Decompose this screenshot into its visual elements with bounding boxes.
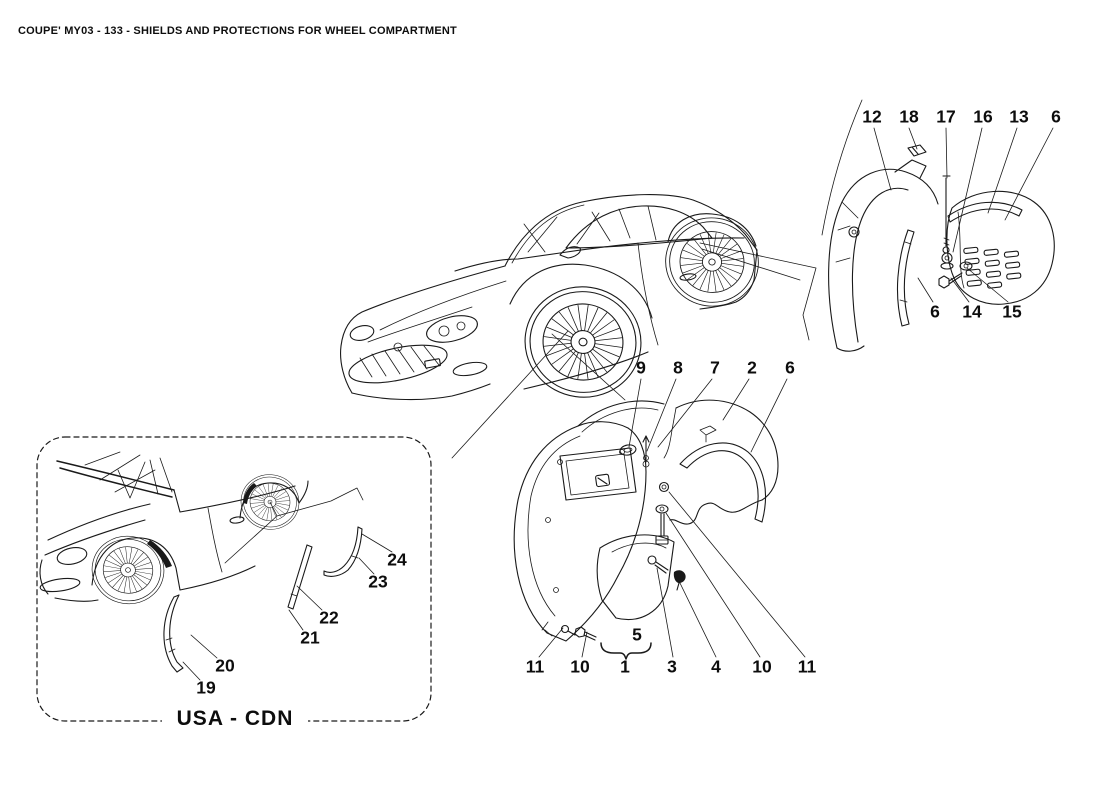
front-wheelhouse-assembly bbox=[514, 379, 805, 659]
callout-rear-15: 15 bbox=[1002, 301, 1022, 322]
callout-inset-22: 22 bbox=[319, 607, 339, 628]
callout-front-6: 6 bbox=[785, 357, 795, 378]
callout-front-7: 7 bbox=[710, 357, 720, 378]
callout-front-3: 3 bbox=[667, 656, 677, 677]
inset-region-label: USA - CDN bbox=[176, 707, 294, 730]
callout-inset-24: 24 bbox=[387, 549, 407, 570]
callout-front-11-right: 11 bbox=[797, 656, 817, 677]
callout-front-2: 2 bbox=[747, 357, 757, 378]
callout-inset-19: 19 bbox=[196, 677, 216, 698]
callout-rear-17: 17 bbox=[936, 106, 956, 127]
callout-rear-6-top: 6 bbox=[1051, 106, 1061, 127]
callout-rear-16: 16 bbox=[973, 106, 993, 127]
callout-front-11-left: 11 bbox=[525, 656, 545, 677]
callout-front-9: 9 bbox=[636, 357, 646, 378]
page-title: COUPE' MY03 - 133 - SHIELDS AND PROTECTIONS FOR WHEEL COMPARTMENT bbox=[18, 25, 457, 37]
callout-inset-21: 21 bbox=[300, 627, 320, 648]
callout-front-4: 4 bbox=[711, 656, 721, 677]
callout-rear-6-side: 6 bbox=[930, 301, 940, 322]
callout-inset-23: 23 bbox=[368, 571, 388, 592]
callout-front-1: 1 bbox=[620, 656, 630, 677]
callout-front-8: 8 bbox=[673, 357, 683, 378]
callout-front-5: 5 bbox=[632, 624, 642, 645]
callout-inset-20: 20 bbox=[215, 655, 235, 676]
callout-rear-18: 18 bbox=[899, 106, 919, 127]
inset-car-illustration bbox=[39, 452, 308, 609]
callout-rear-12: 12 bbox=[862, 106, 882, 127]
main-car-illustration bbox=[341, 195, 765, 405]
construction-lines bbox=[452, 100, 862, 458]
callout-front-10-left: 10 bbox=[570, 656, 590, 677]
callout-front-10-right: 10 bbox=[752, 656, 772, 677]
callout-rear-13: 13 bbox=[1009, 106, 1029, 127]
callout-rear-14: 14 bbox=[962, 301, 982, 322]
